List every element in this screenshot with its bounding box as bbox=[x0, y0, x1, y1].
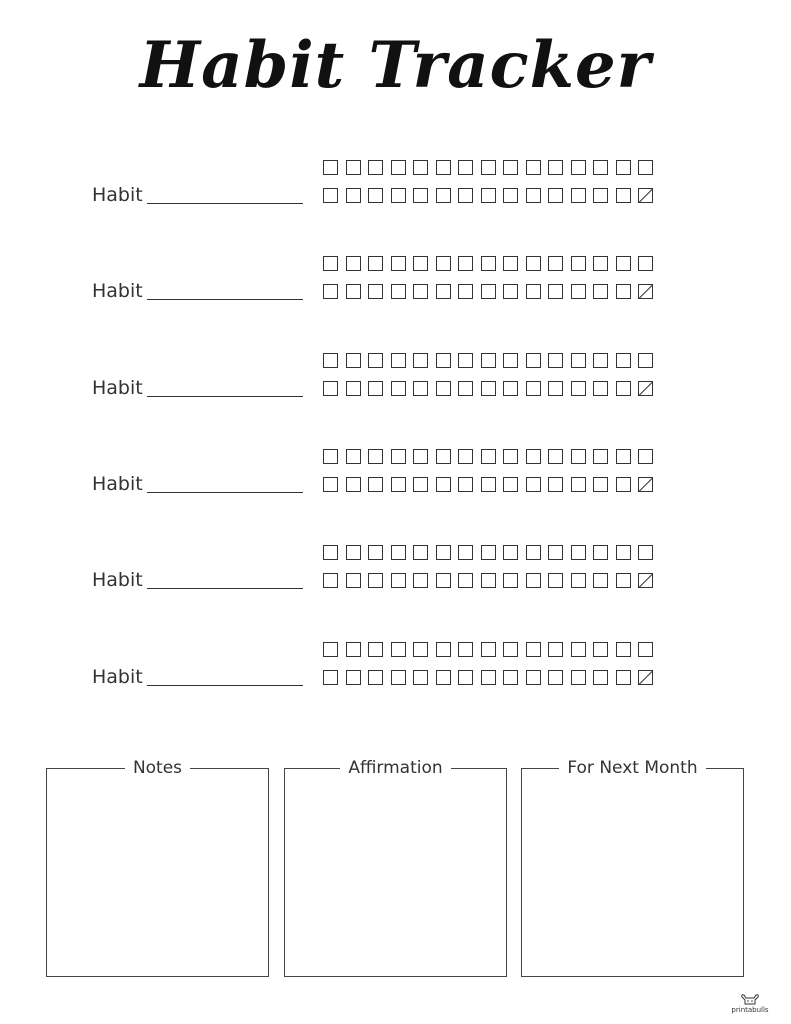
day-checkbox[interactable] bbox=[526, 477, 541, 492]
day-checkbox[interactable] bbox=[436, 670, 451, 685]
day-checkbox[interactable] bbox=[413, 573, 428, 588]
day-checkbox[interactable] bbox=[368, 670, 383, 685]
habit-write-line[interactable] bbox=[147, 396, 303, 397]
day-checkbox[interactable] bbox=[436, 381, 451, 396]
day-checkbox[interactable] bbox=[346, 477, 361, 492]
habit-row bbox=[0, 350, 791, 410]
day-checkbox[interactable] bbox=[503, 284, 518, 299]
day-checkbox[interactable] bbox=[503, 188, 518, 203]
day-checkbox[interactable] bbox=[323, 353, 338, 368]
day-checkbox[interactable] bbox=[436, 160, 451, 175]
habit-label: Habit bbox=[92, 569, 143, 591]
day-checkbox[interactable] bbox=[616, 545, 631, 560]
checkbox-row bbox=[323, 545, 653, 560]
day-checkbox[interactable] bbox=[481, 160, 496, 175]
day-checkbox[interactable] bbox=[323, 477, 338, 492]
habit-write-line[interactable] bbox=[147, 685, 303, 686]
day-checkbox[interactable] bbox=[436, 477, 451, 492]
day-checkbox[interactable] bbox=[481, 188, 496, 203]
day-checkbox[interactable] bbox=[413, 188, 428, 203]
day-checkbox[interactable] bbox=[593, 642, 608, 657]
day-checkbox[interactable] bbox=[436, 256, 451, 271]
day-checkbox[interactable] bbox=[368, 160, 383, 175]
day-checkbox[interactable] bbox=[436, 353, 451, 368]
day-checkbox[interactable] bbox=[346, 573, 361, 588]
day-checkbox[interactable] bbox=[323, 381, 338, 396]
day-checkbox[interactable] bbox=[413, 477, 428, 492]
day-checkbox[interactable] bbox=[458, 256, 473, 271]
checkbox-row bbox=[323, 284, 653, 299]
day-checkbox[interactable] bbox=[368, 573, 383, 588]
day-checkbox[interactable] bbox=[638, 449, 653, 464]
day-checkbox[interactable] bbox=[503, 256, 518, 271]
day-checkbox[interactable] bbox=[571, 573, 586, 588]
day-checkbox[interactable] bbox=[548, 284, 563, 299]
day-checkbox[interactable] bbox=[593, 545, 608, 560]
day-checkbox[interactable] bbox=[503, 642, 518, 657]
day-checkbox[interactable] bbox=[593, 256, 608, 271]
day-checkbox[interactable] bbox=[571, 381, 586, 396]
day-checkbox[interactable] bbox=[548, 545, 563, 560]
habit-row bbox=[0, 253, 791, 313]
day-checkbox[interactable] bbox=[638, 256, 653, 271]
day-checkbox[interactable] bbox=[616, 477, 631, 492]
day-checkbox[interactable] bbox=[346, 353, 361, 368]
habit-write-line[interactable] bbox=[147, 299, 303, 300]
day-checkbox[interactable] bbox=[481, 642, 496, 657]
day-checkbox[interactable] bbox=[436, 284, 451, 299]
day-checkbox[interactable] bbox=[571, 477, 586, 492]
habit-label: Habit bbox=[92, 280, 143, 302]
day-checkbox[interactable] bbox=[458, 284, 473, 299]
day-checkbox[interactable] bbox=[526, 256, 541, 271]
day-checkbox[interactable] bbox=[571, 545, 586, 560]
day-checkbox[interactable] bbox=[593, 284, 608, 299]
day-checkbox[interactable] bbox=[503, 449, 518, 464]
day-checkbox[interactable] bbox=[548, 477, 563, 492]
day-checkbox[interactable] bbox=[593, 160, 608, 175]
day-checkbox[interactable] bbox=[323, 449, 338, 464]
habit-label: Habit bbox=[92, 377, 143, 399]
affirmation-panel[interactable] bbox=[284, 758, 507, 977]
day-checkbox[interactable] bbox=[571, 670, 586, 685]
day-checkbox[interactable] bbox=[526, 573, 541, 588]
day-checkbox[interactable] bbox=[616, 670, 631, 685]
day-checkbox[interactable] bbox=[481, 256, 496, 271]
day-checkbox[interactable] bbox=[346, 284, 361, 299]
day-checkbox[interactable] bbox=[346, 670, 361, 685]
day-checkbox[interactable] bbox=[458, 188, 473, 203]
day-checkbox[interactable] bbox=[503, 160, 518, 175]
habit-label: Habit bbox=[92, 184, 143, 206]
day-checkbox[interactable] bbox=[503, 573, 518, 588]
day-checkbox[interactable] bbox=[323, 573, 338, 588]
split-day-checkbox[interactable] bbox=[638, 284, 653, 299]
day-checkbox[interactable] bbox=[548, 381, 563, 396]
day-checkbox[interactable] bbox=[503, 381, 518, 396]
day-checkbox[interactable] bbox=[526, 284, 541, 299]
day-checkbox[interactable] bbox=[616, 188, 631, 203]
day-checkbox[interactable] bbox=[481, 353, 496, 368]
day-checkbox[interactable] bbox=[346, 642, 361, 657]
day-checkbox[interactable] bbox=[368, 449, 383, 464]
checkbox-row bbox=[323, 670, 653, 685]
day-checkbox[interactable] bbox=[503, 353, 518, 368]
day-checkbox[interactable] bbox=[323, 284, 338, 299]
day-checkbox[interactable] bbox=[481, 545, 496, 560]
day-checkbox[interactable] bbox=[458, 449, 473, 464]
next-month-panel[interactable] bbox=[521, 758, 744, 977]
day-checkbox[interactable] bbox=[458, 545, 473, 560]
day-checkbox[interactable] bbox=[526, 670, 541, 685]
day-checkbox[interactable] bbox=[368, 642, 383, 657]
checkbox-row bbox=[323, 188, 653, 203]
habit-row bbox=[0, 157, 791, 217]
day-checkbox[interactable] bbox=[616, 256, 631, 271]
day-checkbox[interactable] bbox=[391, 545, 406, 560]
day-checkbox[interactable] bbox=[413, 160, 428, 175]
day-checkbox[interactable] bbox=[368, 477, 383, 492]
day-checkbox[interactable] bbox=[346, 188, 361, 203]
day-checkbox[interactable] bbox=[391, 160, 406, 175]
day-checkbox[interactable] bbox=[391, 573, 406, 588]
day-checkbox[interactable] bbox=[323, 670, 338, 685]
split-day-checkbox[interactable] bbox=[638, 670, 653, 685]
day-checkbox[interactable] bbox=[346, 545, 361, 560]
day-checkbox[interactable] bbox=[526, 545, 541, 560]
day-checkbox[interactable] bbox=[391, 670, 406, 685]
day-checkbox[interactable] bbox=[571, 284, 586, 299]
day-checkbox[interactable] bbox=[413, 353, 428, 368]
day-checkbox[interactable] bbox=[526, 381, 541, 396]
day-checkbox[interactable] bbox=[593, 449, 608, 464]
day-checkbox[interactable] bbox=[458, 353, 473, 368]
day-checkbox[interactable] bbox=[571, 256, 586, 271]
day-checkbox[interactable] bbox=[593, 573, 608, 588]
habit-row bbox=[0, 639, 791, 699]
day-checkbox[interactable] bbox=[458, 477, 473, 492]
day-checkbox[interactable] bbox=[593, 381, 608, 396]
day-checkbox[interactable] bbox=[346, 256, 361, 271]
checkbox-row bbox=[323, 642, 653, 657]
affirmation-title: Affirmation bbox=[340, 758, 450, 778]
checkbox-row bbox=[323, 573, 653, 588]
day-checkbox[interactable] bbox=[391, 477, 406, 492]
day-checkbox[interactable] bbox=[391, 642, 406, 657]
habit-write-line[interactable] bbox=[147, 203, 303, 204]
day-checkbox[interactable] bbox=[616, 642, 631, 657]
habit-row bbox=[0, 542, 791, 602]
day-checkbox[interactable] bbox=[616, 353, 631, 368]
day-checkbox[interactable] bbox=[481, 573, 496, 588]
day-checkbox[interactable] bbox=[548, 256, 563, 271]
day-checkbox[interactable] bbox=[436, 188, 451, 203]
day-checkbox[interactable] bbox=[368, 188, 383, 203]
day-checkbox[interactable] bbox=[526, 188, 541, 203]
day-checkbox[interactable] bbox=[593, 188, 608, 203]
day-checkbox[interactable] bbox=[368, 256, 383, 271]
day-checkbox[interactable] bbox=[323, 188, 338, 203]
day-checkbox[interactable] bbox=[413, 545, 428, 560]
day-checkbox[interactable] bbox=[526, 449, 541, 464]
day-checkbox[interactable] bbox=[571, 188, 586, 203]
day-checkbox[interactable] bbox=[526, 160, 541, 175]
day-checkbox[interactable] bbox=[323, 545, 338, 560]
day-checkbox[interactable] bbox=[571, 449, 586, 464]
day-checkbox[interactable] bbox=[571, 642, 586, 657]
notes-panel[interactable] bbox=[46, 758, 269, 977]
day-checkbox[interactable] bbox=[368, 353, 383, 368]
day-checkbox[interactable] bbox=[368, 381, 383, 396]
day-checkbox[interactable] bbox=[638, 545, 653, 560]
day-checkbox[interactable] bbox=[413, 284, 428, 299]
day-checkbox[interactable] bbox=[391, 353, 406, 368]
checkbox-row bbox=[323, 353, 653, 368]
checkbox-row bbox=[323, 449, 653, 464]
day-checkbox[interactable] bbox=[616, 284, 631, 299]
day-checkbox[interactable] bbox=[593, 353, 608, 368]
split-day-checkbox[interactable] bbox=[638, 573, 653, 588]
day-checkbox[interactable] bbox=[391, 381, 406, 396]
checkbox-row bbox=[323, 477, 653, 492]
day-checkbox[interactable] bbox=[458, 381, 473, 396]
day-checkbox[interactable] bbox=[548, 573, 563, 588]
day-checkbox[interactable] bbox=[436, 545, 451, 560]
habit-write-line[interactable] bbox=[147, 492, 303, 493]
day-checkbox[interactable] bbox=[526, 642, 541, 657]
day-checkbox[interactable] bbox=[503, 670, 518, 685]
day-checkbox[interactable] bbox=[413, 256, 428, 271]
day-checkbox[interactable] bbox=[391, 188, 406, 203]
day-checkbox[interactable] bbox=[638, 353, 653, 368]
day-checkbox[interactable] bbox=[503, 545, 518, 560]
checkbox-row bbox=[323, 381, 653, 396]
day-checkbox[interactable] bbox=[616, 573, 631, 588]
day-checkbox[interactable] bbox=[458, 160, 473, 175]
day-checkbox[interactable] bbox=[323, 160, 338, 175]
checkbox-row bbox=[323, 256, 653, 271]
split-day-checkbox[interactable] bbox=[638, 477, 653, 492]
day-checkbox[interactable] bbox=[413, 449, 428, 464]
day-checkbox[interactable] bbox=[368, 545, 383, 560]
split-day-checkbox[interactable] bbox=[638, 188, 653, 203]
day-checkbox[interactable] bbox=[593, 670, 608, 685]
habit-label: Habit bbox=[92, 473, 143, 495]
habit-write-line[interactable] bbox=[147, 588, 303, 589]
day-checkbox[interactable] bbox=[548, 188, 563, 203]
page-title: Habit Tracker bbox=[139, 28, 652, 103]
day-checkbox[interactable] bbox=[526, 353, 541, 368]
day-checkbox[interactable] bbox=[616, 449, 631, 464]
printabulls-logo bbox=[730, 994, 770, 1020]
day-checkbox[interactable] bbox=[413, 670, 428, 685]
day-checkbox[interactable] bbox=[346, 381, 361, 396]
day-checkbox[interactable] bbox=[413, 381, 428, 396]
notes-title: Notes bbox=[125, 758, 190, 778]
day-checkbox[interactable] bbox=[436, 449, 451, 464]
day-checkbox[interactable] bbox=[548, 353, 563, 368]
day-checkbox[interactable] bbox=[638, 160, 653, 175]
day-checkbox[interactable] bbox=[413, 642, 428, 657]
day-checkbox[interactable] bbox=[481, 381, 496, 396]
day-checkbox[interactable] bbox=[638, 642, 653, 657]
day-checkbox[interactable] bbox=[346, 160, 361, 175]
logo-text: printabulls bbox=[731, 1006, 769, 1014]
split-day-checkbox[interactable] bbox=[638, 381, 653, 396]
day-checkbox[interactable] bbox=[593, 477, 608, 492]
day-checkbox[interactable] bbox=[548, 160, 563, 175]
day-checkbox[interactable] bbox=[346, 449, 361, 464]
day-checkbox[interactable] bbox=[548, 670, 563, 685]
day-checkbox[interactable] bbox=[391, 256, 406, 271]
day-checkbox[interactable] bbox=[503, 477, 518, 492]
day-checkbox[interactable] bbox=[481, 670, 496, 685]
day-checkbox[interactable] bbox=[548, 642, 563, 657]
habit-row bbox=[0, 446, 791, 506]
day-checkbox[interactable] bbox=[458, 670, 473, 685]
day-checkbox[interactable] bbox=[571, 353, 586, 368]
habit-label: Habit bbox=[92, 666, 143, 688]
day-checkbox[interactable] bbox=[436, 642, 451, 657]
day-checkbox[interactable] bbox=[548, 449, 563, 464]
day-checkbox[interactable] bbox=[481, 449, 496, 464]
day-checkbox[interactable] bbox=[323, 256, 338, 271]
next-month-title: For Next Month bbox=[559, 758, 705, 778]
day-checkbox[interactable] bbox=[481, 284, 496, 299]
bull-icon bbox=[740, 994, 760, 1006]
day-checkbox[interactable] bbox=[571, 160, 586, 175]
day-checkbox[interactable] bbox=[391, 284, 406, 299]
checkbox-row bbox=[323, 160, 653, 175]
day-checkbox[interactable] bbox=[391, 449, 406, 464]
day-checkbox[interactable] bbox=[368, 284, 383, 299]
day-checkbox[interactable] bbox=[458, 573, 473, 588]
day-checkbox[interactable] bbox=[436, 573, 451, 588]
day-checkbox[interactable] bbox=[323, 642, 338, 657]
day-checkbox[interactable] bbox=[481, 477, 496, 492]
day-checkbox[interactable] bbox=[458, 642, 473, 657]
day-checkbox[interactable] bbox=[616, 381, 631, 396]
day-checkbox[interactable] bbox=[616, 160, 631, 175]
